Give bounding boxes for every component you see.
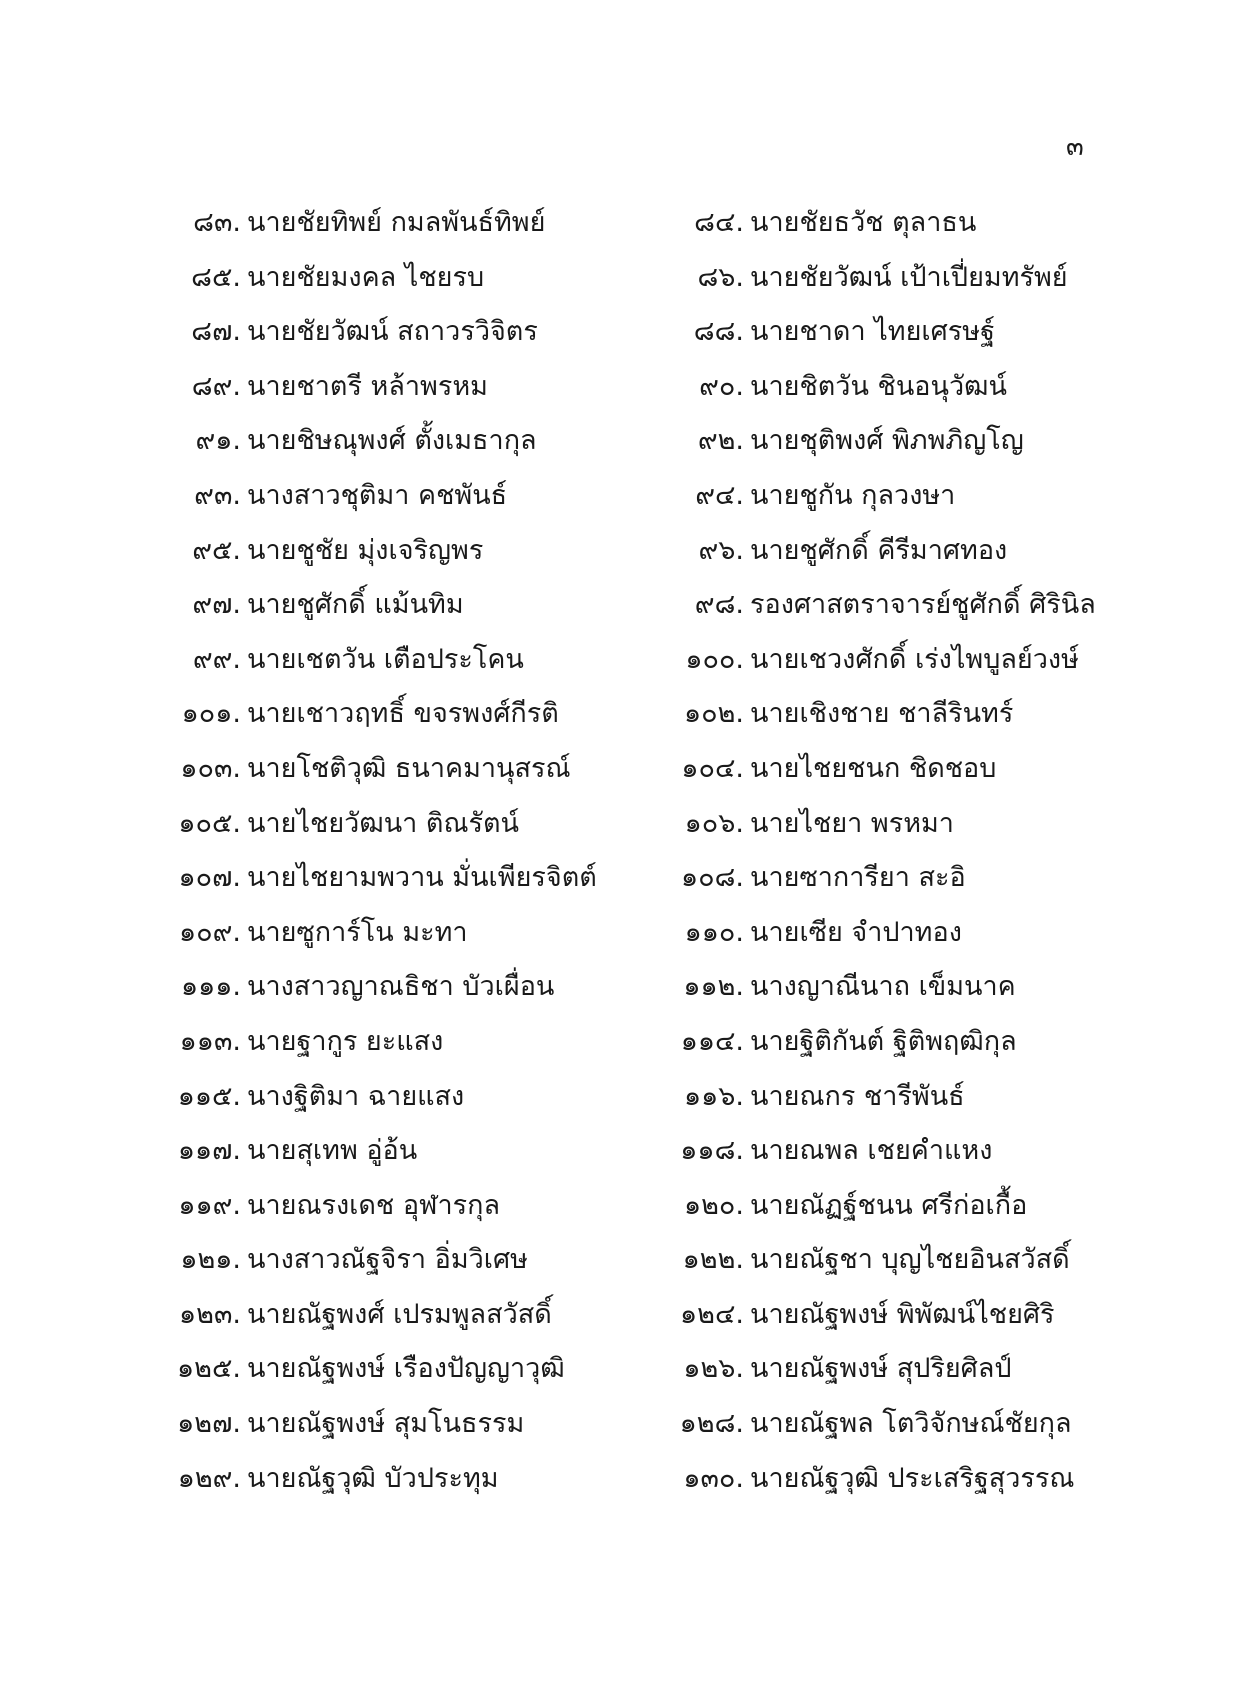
item-number: ๙๔. [695, 479, 744, 511]
item-number: ๑๐๑. [181, 698, 241, 730]
item-number: ๑๑๕. [177, 1080, 241, 1112]
list-item [155, 1295, 552, 1335]
person-name: นายณัฐพงษ์ สุปริยศิลป์ [750, 1353, 1012, 1385]
person-name: นายณกร ชารีพันธ์ [750, 1080, 965, 1112]
person-name: นายฐากูร ยะแสง [247, 1025, 444, 1057]
list-item [155, 1022, 443, 1062]
person-name: นายไชยามพวาน มั่นเพียรจิตต์ [247, 862, 597, 894]
list-item [658, 1404, 1072, 1444]
person-name: นายสุเทพ อู่อ้น [247, 1135, 418, 1167]
item-number: ๙๘. [694, 589, 744, 621]
item-number: ๑๐๖. [684, 807, 744, 839]
list-row [0, 585, 1246, 640]
item-number: ๑๐๐. [685, 643, 744, 675]
list-item [658, 913, 962, 953]
list-item [658, 694, 1013, 734]
item-number: ๙๗. [192, 589, 241, 621]
list-row [0, 913, 1246, 968]
person-name: นายณพล เชยคำแหง [750, 1135, 993, 1167]
person-name: นางฐิติมา ฉายแสง [247, 1080, 465, 1112]
item-number: ๙๒. [697, 425, 744, 457]
list-item [155, 804, 519, 844]
list-item [658, 1349, 1012, 1389]
list-item [155, 421, 537, 461]
list-row [0, 1131, 1246, 1186]
item-number: ๑๐๘. [680, 862, 744, 894]
list-item [658, 585, 1096, 625]
item-number: ๘๗. [191, 316, 241, 348]
list-item [155, 1349, 565, 1389]
item-number: ๘๔. [694, 207, 744, 238]
list-row [0, 476, 1246, 531]
list-row [0, 1295, 1246, 1350]
list-row [0, 421, 1246, 476]
item-number: ๑๑๗. [177, 1135, 241, 1167]
person-name: นางสาวชุติมา คชพันธ์ [247, 479, 508, 511]
person-name: นายณัฐพงษ์ เรืองปัญญาวุฒิ [247, 1353, 565, 1385]
person-name: นางสาวณัฐจิรา อิ่มวิเศษ [247, 1244, 528, 1276]
person-name: นายเชตวัน เตือประโคน [247, 643, 524, 675]
item-number: ๑๒๗. [177, 1408, 241, 1440]
person-name: นายณัฐพล โตวิจักษณ์ชัยกุล [750, 1408, 1072, 1440]
item-number: ๑๒๙. [177, 1462, 241, 1494]
list-item [658, 531, 1007, 571]
list-row [0, 1240, 1246, 1295]
person-name: นายชูศักดิ์ คีรีมาศทอง [750, 534, 1008, 566]
person-name: นายณัฐพงษ์ พิพัฒน์ไชยศิริ [750, 1298, 1055, 1330]
person-name: นายชัยวัฒน์ เป้าเปี่ยมทรัพย์ [750, 261, 1068, 293]
person-name: นายเซีย จำปาทอง [750, 916, 962, 948]
person-name: นายฐิติกันต์ ฐิติพฤฒิกุล [750, 1025, 1017, 1057]
list-row [0, 367, 1246, 422]
person-name: นายเชาวฤทธิ์ ขจรพงศ์กีรติ [247, 698, 559, 730]
person-name: นายชัยธวัช ตุลาธน [750, 207, 977, 238]
person-name: นายชิษณุพงศ์ ตั้งเมธากุล [247, 425, 537, 457]
person-name: นายไชยวัฒนา ติณรัตน์ [247, 807, 519, 839]
person-name: นางสาวญาณธิชา บัวเผื่อน [247, 971, 555, 1003]
list-item [658, 858, 966, 898]
list-item [155, 913, 468, 953]
list-item [155, 312, 538, 352]
person-name: นายโชติวุฒิ ธนาคมานุสรณ์ [247, 752, 571, 784]
person-name: นายชาดา ไทยเศรษฐ์ [750, 316, 995, 348]
list-row [0, 203, 1246, 258]
item-number: ๙๓. [194, 479, 241, 511]
name-list [0, 203, 1246, 1513]
list-item [658, 476, 955, 516]
person-name: นายณัฐวุฒิ ประเสริฐสุวรรณ [750, 1462, 1075, 1494]
list-row [0, 640, 1246, 695]
person-name: นายชัยวัฒน์ สถาวรวิจิตร [247, 316, 538, 348]
list-row [0, 1349, 1246, 1404]
list-item [155, 749, 571, 789]
list-row [0, 1459, 1246, 1514]
list-item [658, 312, 995, 352]
person-name: นายณรงเดช อุฬารกุล [247, 1189, 501, 1221]
list-row [0, 258, 1246, 313]
list-item [155, 367, 488, 407]
person-name: นายไชยชนก ชิดชอบ [750, 752, 997, 784]
item-number: ๙๙. [192, 643, 241, 675]
list-row [0, 312, 1246, 367]
item-number: ๙๐. [699, 370, 744, 402]
list-item [658, 1022, 1017, 1062]
item-number: ๘๘. [693, 316, 744, 348]
person-name: นายชูศักดิ์ แม้นทิม [247, 589, 464, 621]
list-row [0, 749, 1246, 804]
list-item [658, 1131, 992, 1171]
person-name: นายเชวงศักดิ์ เร่งไพบูลย์วงษ์ [750, 643, 1079, 675]
list-row [0, 858, 1246, 913]
item-number: ๙๖. [698, 534, 744, 566]
person-name: นายชูชัย มุ่งเจริญพร [247, 534, 484, 566]
item-number: ๑๐๓. [180, 752, 241, 784]
item-number: ๘๙. [191, 370, 241, 402]
list-item [155, 1186, 500, 1226]
list-row [0, 967, 1246, 1022]
list-item [658, 1240, 1070, 1280]
list-item [155, 1077, 464, 1117]
list-item [658, 967, 1016, 1007]
item-number: ๑๑๙. [178, 1189, 241, 1221]
list-item [155, 203, 545, 243]
item-number: ๑๒๕. [177, 1353, 241, 1385]
item-number: ๑๓๐. [683, 1462, 744, 1494]
list-item [155, 640, 524, 680]
person-name: นายไชยา พรหมา [750, 807, 954, 839]
item-number: ๘๖. [697, 261, 744, 293]
list-row [0, 1077, 1246, 1132]
item-number: ๑๐๗. [178, 862, 241, 894]
person-name: นางญาณีนาถ เข็มนาค [750, 971, 1016, 1003]
person-name: นายชิตวัน ชินอนุวัฒน์ [750, 370, 1007, 402]
person-name: นายชัยทิพย์ กมลพันธ์ทิพย์ [247, 207, 546, 238]
list-item [658, 640, 1079, 680]
item-number: ๑๑๑. [181, 971, 241, 1003]
person-name: นายชูกัน กุลวงษา [750, 479, 956, 511]
item-number: ๑๑๘. [680, 1135, 744, 1167]
item-number: ๑๑๒. [683, 971, 744, 1003]
page-number: ๓ [1066, 132, 1084, 162]
person-name: นายเชิงชาย ชาลีรินทร์ [750, 698, 1014, 730]
item-number: ๙๑. [195, 425, 241, 457]
list-item [155, 1459, 499, 1499]
list-row [0, 804, 1246, 859]
item-number: ๘๓. [193, 207, 241, 238]
person-name: นายณัฏฐ์ชนน ศรีก่อเกื้อ [750, 1189, 1028, 1221]
list-item [658, 1295, 1055, 1335]
item-number: ๑๒๐. [684, 1189, 744, 1221]
list-row [0, 1186, 1246, 1241]
person-name: นายชัยมงคล ไชยรบ [247, 261, 485, 293]
item-number: ๑๒๔. [680, 1298, 744, 1330]
item-number: ๑๒๖. [683, 1353, 744, 1385]
person-name: นายณัฐชา บุญไชยอินสวัสดิ์ [750, 1244, 1070, 1276]
list-item [658, 1459, 1074, 1499]
person-name: นายณัฐพงษ์ สุมโนธรรม [247, 1408, 525, 1440]
item-number: ๑๒๑. [180, 1244, 241, 1276]
list-item [155, 1240, 528, 1280]
item-number: ๘๕. [191, 261, 241, 293]
list-item [658, 804, 954, 844]
item-number: ๑๒๘. [679, 1408, 744, 1440]
item-number: ๑๒๓. [179, 1298, 241, 1330]
person-name: นายณัฐพงศ์ เปรมพูลสวัสดิ์ [247, 1298, 552, 1330]
item-number: ๙๕. [192, 534, 241, 566]
item-number: ๑๑๓. [179, 1025, 241, 1057]
list-item [155, 258, 484, 298]
list-item [658, 258, 1068, 298]
item-number: ๑๒๒. [682, 1244, 744, 1276]
list-row [0, 1404, 1246, 1459]
item-number: ๑๑๖. [684, 1080, 744, 1112]
list-item [658, 1186, 1027, 1226]
list-item [658, 367, 1007, 407]
person-name: นายซูการ์โน มะทา [247, 916, 468, 948]
person-name: นายชุติพงศ์ พิภพภิญโญ [750, 425, 1024, 457]
person-name: รองศาสตราจารย์ชูศักดิ์ ศิรินิล [750, 589, 1096, 621]
list-item [658, 749, 996, 789]
list-item [155, 858, 597, 898]
list-item [155, 476, 507, 516]
list-item [155, 1404, 524, 1444]
item-number: ๑๑๔. [680, 1025, 744, 1057]
list-row [0, 694, 1246, 749]
list-item [155, 967, 554, 1007]
list-item [155, 585, 464, 625]
list-item [658, 203, 976, 243]
person-name: นายชาตรี หล้าพรหม [247, 370, 488, 402]
person-name: นายณัฐวุฒิ บัวประทุม [247, 1462, 499, 1494]
item-number: ๑๑๐. [684, 916, 744, 948]
list-item [155, 694, 559, 734]
item-number: ๑๐๒. [684, 698, 744, 730]
list-item [658, 421, 1024, 461]
list-item [658, 1077, 965, 1117]
list-item [155, 1131, 417, 1171]
person-name: นายซาการียา สะอิ [750, 862, 966, 894]
list-row [0, 1022, 1246, 1077]
item-number: ๑๐๔. [681, 752, 744, 784]
item-number: ๑๐๙. [179, 916, 241, 948]
list-row [0, 531, 1246, 586]
list-item [155, 531, 483, 571]
item-number: ๑๐๕. [178, 807, 241, 839]
